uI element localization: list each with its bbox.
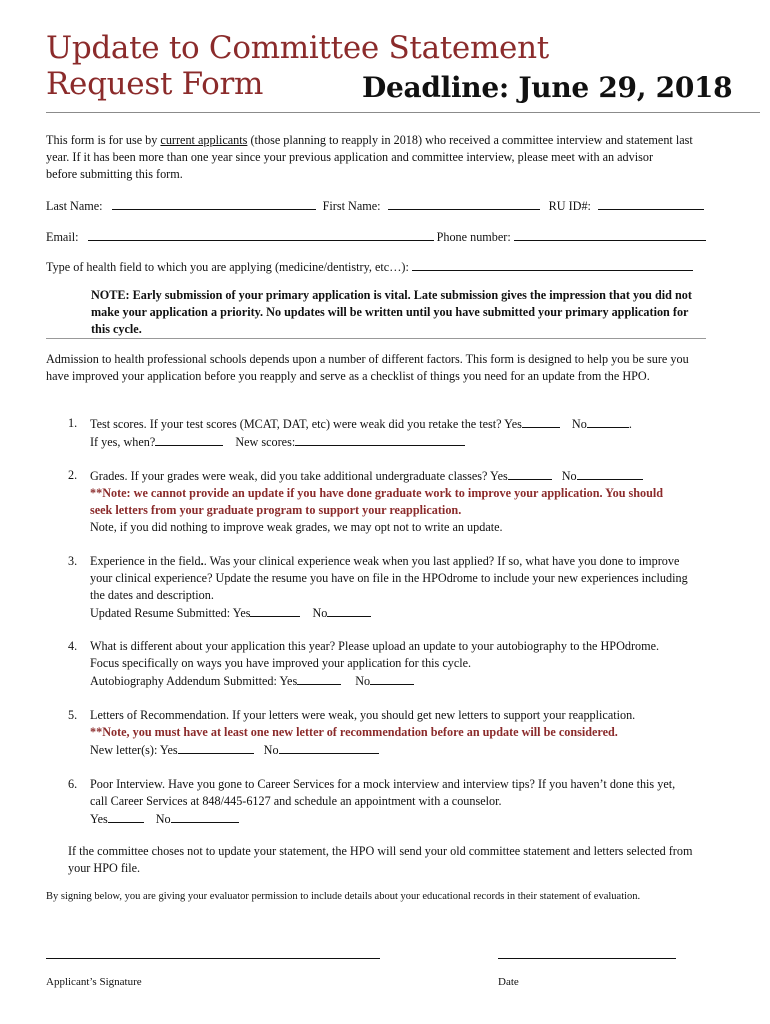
closing-paragraph: If the committee choses not to update your statement, the HPO will send your old committee statement and letters selected from your HPO file. bbox=[68, 844, 693, 875]
admission-paragraph: Admission to health professional schools depends upon a number of different factors. This form is designed to help you be sure you have improved your application before you reapply and serve as a checklist of things you need for an update from the HPO. bbox=[46, 352, 689, 383]
checklist-item-experience: 3. Experience in the field.. Was your clinical experience weak when you last applied? If so, what have you done to improve your clinical experience? Update the resume you have on file in the HPOdrome to include your new experiences including the dates and description. Updated Resume Submitted: Yes No bbox=[68, 554, 688, 620]
email-field[interactable] bbox=[88, 228, 434, 241]
new-letters-no-field[interactable] bbox=[279, 741, 379, 754]
item-number: 3. bbox=[68, 554, 78, 568]
current-applicants-text: current applicants bbox=[160, 133, 248, 147]
date-label: Date bbox=[498, 976, 519, 988]
new-scores-field[interactable] bbox=[295, 433, 465, 446]
last-name-label: Last Name: bbox=[46, 199, 103, 213]
ru-id-label: RU ID#: bbox=[548, 199, 591, 213]
mock-interview-yes-field[interactable] bbox=[108, 810, 144, 823]
health-field-row bbox=[46, 258, 766, 276]
intro-paragraph: This form is for use by current applicants (those planning to reapply in 2018) who received a committee interview and statement last year. If it has been more than one year since your previous application and committee interview, please meet with an advisor before submitting this form. bbox=[46, 133, 693, 181]
item-number: 4. bbox=[68, 639, 78, 653]
autobiography-no-field[interactable] bbox=[370, 672, 414, 685]
title-line-1: Update to Committee Statement bbox=[46, 30, 549, 66]
email-label: Email: bbox=[46, 230, 79, 244]
item-number: 2. bbox=[68, 468, 78, 482]
resume-no-field[interactable] bbox=[327, 604, 371, 617]
date-line[interactable] bbox=[498, 958, 676, 959]
early-submission-note: NOTE: Early submission of your primary application is vital. Late submission gives the impression that you did not make your application a priority. No updates will be written until you have submitted your primary application for this cycle. bbox=[91, 288, 692, 336]
checklist-item-grades: 2. Grades. If your grades were weak, did you take additional undergraduate classes? Yes No **Note: we cannot provide an update if you have done graduate work to improve your application. You should seek letters from your graduate program to support your reapplication. Note, if you did nothing to improve weak grades, we may opt not to write an update. bbox=[68, 468, 664, 534]
checklist-item-interview: 6. Poor Interview. Have you gone to Career Services for a mock interview and interview tips? If you haven’t done this yet, call Career Services at 848/445-6127 and schedule an appointment with a counselor. Yes No bbox=[68, 777, 676, 826]
test-retake-no-field[interactable] bbox=[587, 415, 629, 428]
last-name-field[interactable] bbox=[112, 197, 316, 210]
item-number: 1. bbox=[68, 416, 78, 430]
applicant-signature-line[interactable] bbox=[46, 958, 380, 959]
new-letters-yes-field[interactable] bbox=[178, 741, 254, 754]
resume-yes-field[interactable] bbox=[250, 604, 300, 617]
phone-field[interactable] bbox=[514, 228, 706, 241]
item-number: 5. bbox=[68, 708, 78, 722]
first-name-field[interactable] bbox=[388, 197, 540, 210]
additional-classes-yes-field[interactable] bbox=[508, 467, 552, 480]
title-line-2: Request Form bbox=[46, 66, 264, 102]
deadline: Deadline: June 29, 2018 bbox=[362, 71, 733, 104]
item-number: 6. bbox=[68, 777, 78, 791]
mock-interview-no-field[interactable] bbox=[171, 810, 239, 823]
header-divider bbox=[46, 112, 760, 113]
note-divider bbox=[46, 338, 706, 339]
checklist-item-letters: 5. Letters of Recommendation. If your letters were weak, you should get new letters to support your reapplication. **Note, you must have at least one new letter of recommendation before an update will be considered. New letter(s): Yes No bbox=[68, 708, 636, 757]
name-row bbox=[46, 197, 766, 215]
test-retake-yes-field[interactable] bbox=[522, 415, 560, 428]
first-name-label: First Name: bbox=[322, 199, 381, 213]
health-field-label: Type of health field to which you are applying (medicine/dentistry, etc…): bbox=[46, 260, 409, 274]
applicant-signature-label: Applicant’s Signature bbox=[46, 976, 142, 988]
phone-label: Phone number: bbox=[436, 230, 511, 244]
contact-row bbox=[46, 228, 766, 246]
checklist-item-autobiography: 4. What is different about your application this year? Please upload an update to your autobiography to the HPOdrome. Focus specifically on ways you have improved your application for this cycle. Autobiography Addendum Submitted: Yes No bbox=[68, 639, 660, 688]
health-field-input[interactable] bbox=[412, 258, 693, 271]
additional-classes-no-field[interactable] bbox=[577, 467, 643, 480]
retake-date-field[interactable] bbox=[155, 433, 223, 446]
autobiography-yes-field[interactable] bbox=[297, 672, 341, 685]
checklist-item-test-scores: 1. Test scores. If your test scores (MCAT, DAT, etc) were weak did you retake the test? Yes No . If yes, when? New scores: bbox=[68, 416, 632, 449]
ru-id-field[interactable] bbox=[598, 197, 704, 210]
consent-statement: By signing below, you are giving your evaluator permission to include details about your educational records in their statement of evaluation. bbox=[46, 891, 641, 902]
